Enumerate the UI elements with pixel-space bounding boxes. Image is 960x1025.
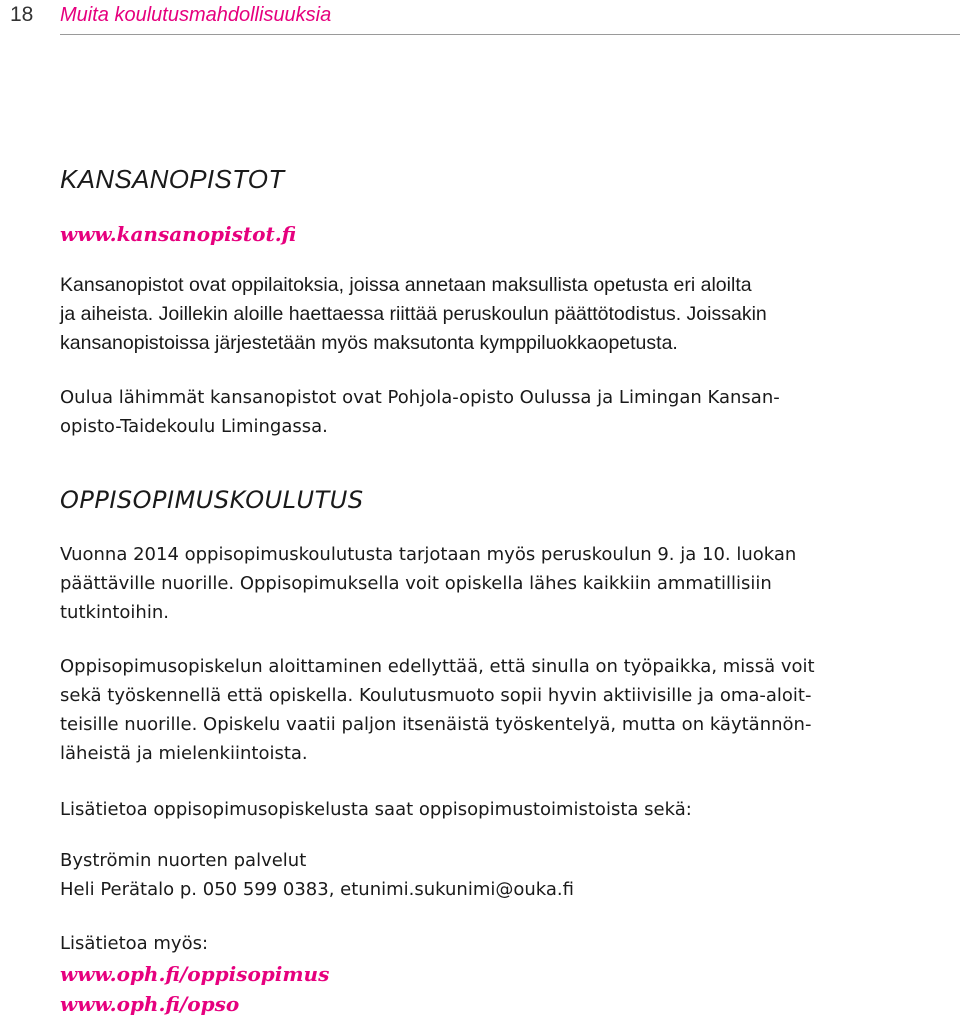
paragraph-line: Lisätietoa myös: [60,933,209,954]
paragraph-line: Kansanopistot ovat oppilaitoksia, joissa annetaan maksullista opetusta eri aloilta [60,274,752,296]
paragraph-line: Vuonna 2014 oppisopimuskoulutusta tarjotaan myös peruskoulun 9. ja 10. luokan [60,544,797,565]
page-number: 18 [10,3,34,26]
paragraph-line: opisto-Taidekoulu Limingassa. [60,416,328,437]
oppisopimus-heading: OPPISOPIMUSKOULUTUS [60,486,364,514]
kansanopistot-heading: KANSANOPISTOT [60,164,285,194]
contact-office: Byströmin nuorten palvelut [60,850,307,871]
contact-person: Heli Perätalo p. 050 599 0383, etunimi.sukunimi@ouka.fi [60,879,574,900]
paragraph-line: teisille nuorille. Opiskelu vaatii paljon itsenäistä työskentelyä, mutta on käytännön- [60,714,812,735]
oppisopimus-paragraph-1 [60,540,796,627]
page-header [0,0,960,36]
paragraph-line: sekä työskennellä että opiskella. Koulutusmuoto sopii hyvin aktiivisille ja oma-aloit- [60,685,812,706]
paragraph-line: läheistä ja mielenkiintoista. [60,743,308,764]
paragraph-line: kansanopistoissa järjestetään myös maksutonta kymppiluokkaopetusta. [60,332,678,354]
kansanopistot-paragraph-1 [60,271,767,358]
oppisopimus-paragraph-2 [60,652,815,768]
opso-link[interactable]: www.oph.fi/opso [60,992,240,1016]
paragraph-line: Lisätietoa oppisopimusopiskelusta saat oppisopimustoimistoista sekä: [60,799,692,820]
kansanopistot-link[interactable]: www.kansanopistot.fi [60,222,297,246]
paragraph-line: Oppisopimusopiskelun aloittaminen edellyttää, että sinulla on työpaikka, missä voit [60,656,815,677]
oppisopimus-paragraph-3 [60,795,692,824]
header-divider [60,34,960,35]
running-title: Muita koulutusmahdollisuuksia [60,4,332,26]
oppisopimus-link[interactable]: www.oph.fi/oppisopimus [60,962,330,986]
more-info-label [60,929,208,958]
paragraph-line: päättäville nuorille. Oppisopimuksella voit opiskella lähes kaikkiin ammatillisiin [60,573,772,594]
kansanopistot-paragraph-2 [60,383,780,441]
contact-block [60,846,574,904]
paragraph-line: ja aiheista. Joillekin aloille haettaessa riittää peruskoulun päättötodistus. Joissakin [60,303,767,325]
paragraph-line: tutkintoihin. [60,602,169,623]
paragraph-line: Oulua lähimmät kansanopistot ovat Pohjola-opisto Oulussa ja Limingan Kansan- [60,387,780,408]
